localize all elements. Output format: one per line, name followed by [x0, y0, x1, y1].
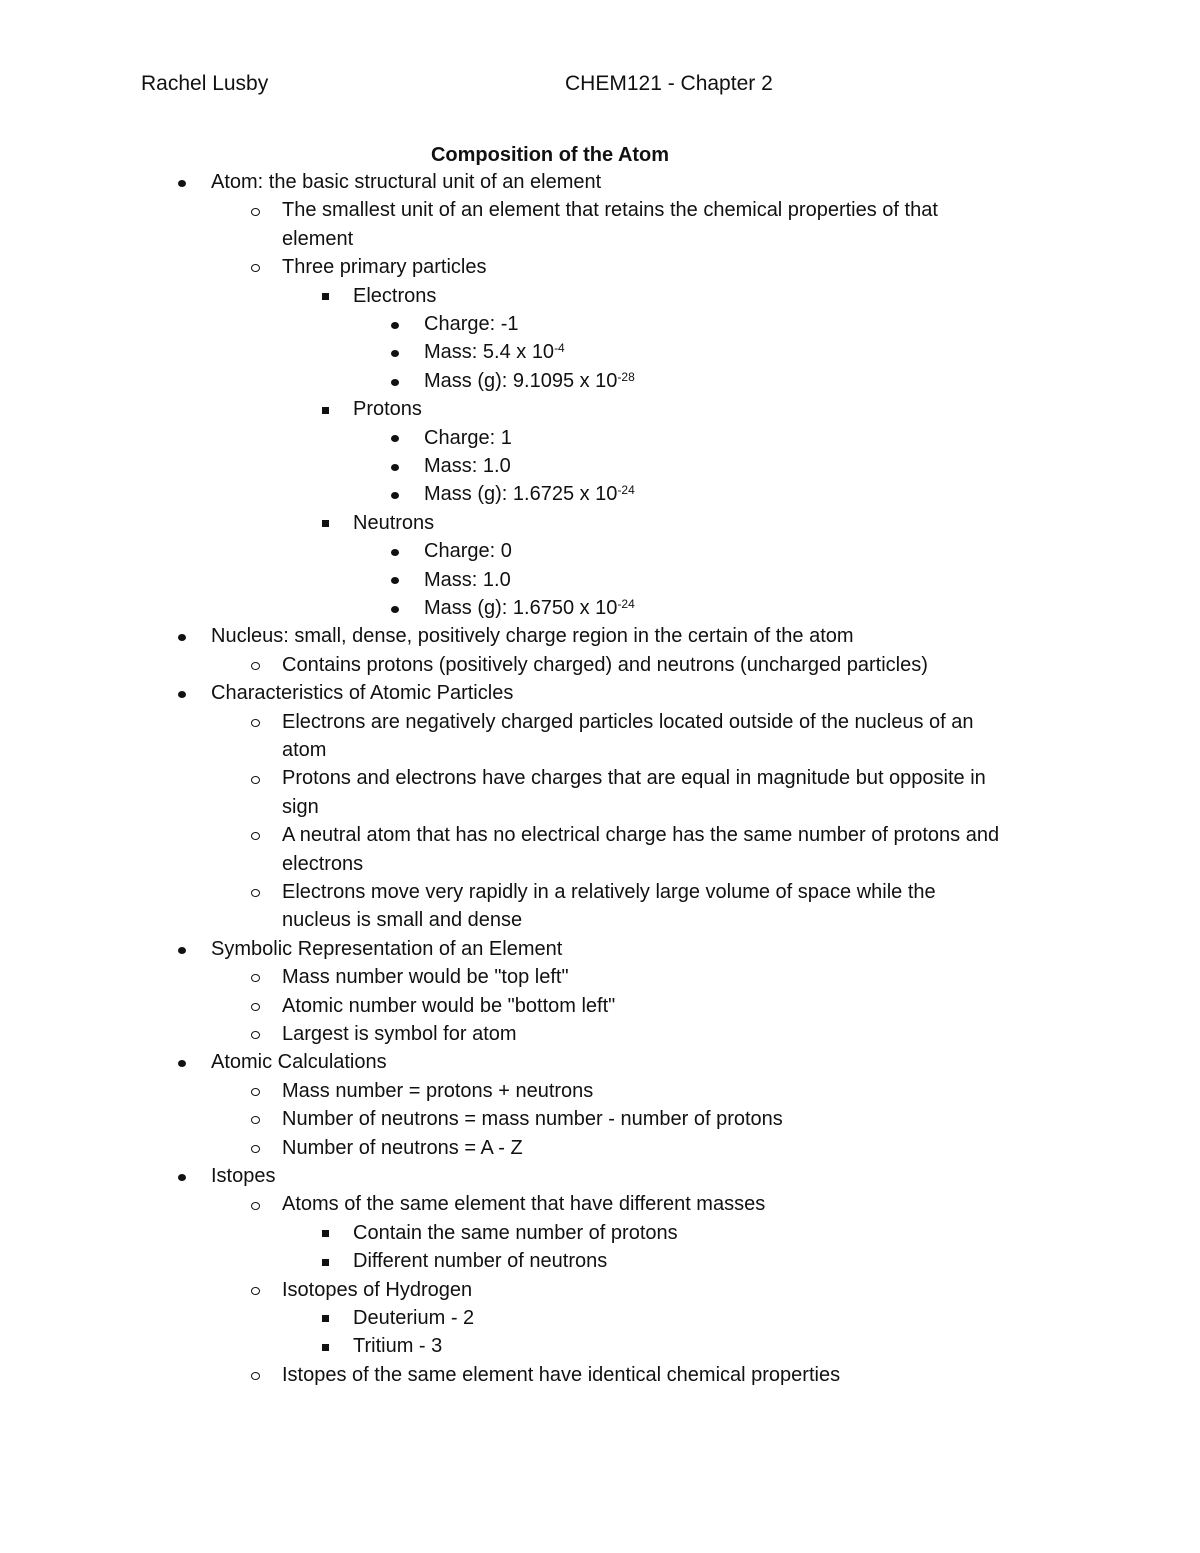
- outline-text: nucleus is small and dense: [282, 909, 523, 932]
- outline-line-text: [282, 1105, 783, 1133]
- outline-line-text: [282, 225, 353, 253]
- outline-line-text: [353, 509, 434, 537]
- outline-text: Mass: 1.0: [424, 568, 511, 591]
- outline-line-text: [282, 1020, 517, 1048]
- outline-line-text: [282, 850, 363, 878]
- outline-line-text: [424, 424, 512, 452]
- outline-line-text: [282, 1361, 840, 1389]
- outline-line-text: [282, 651, 928, 679]
- outline-text: Isotopes of Hydrogen: [282, 1278, 473, 1301]
- page-title: Composition of the Atom: [430, 144, 670, 166]
- bullet-dot-icon: [385, 367, 405, 395]
- bullet-dot-icon: [172, 622, 192, 650]
- outline-text: Contains protons (positively charged) and neutrons (uncharged particles): [282, 653, 928, 676]
- exponent: -24: [617, 483, 635, 498]
- outline-line-text: [211, 935, 562, 963]
- outline-text: Mass: 1.0: [424, 455, 511, 477]
- outline-line-text: [211, 1048, 387, 1076]
- outline-line-text: [282, 793, 319, 821]
- bullet-ring-icon: [245, 196, 265, 224]
- bullet-dot-icon: [385, 310, 405, 338]
- outline-text: element: [282, 227, 354, 250]
- outline-text: Atoms of the same element that have different masses: [282, 1193, 766, 1216]
- outline-text: Electrons move very rapidly in a relatively large volume of space while the: [282, 881, 936, 903]
- outline-line-text: [282, 196, 938, 224]
- bullet-dot-icon: [385, 566, 405, 594]
- outline-text: Characteristics of Atomic Particles: [211, 682, 514, 705]
- outline-line-text: [424, 367, 635, 395]
- outline-text: Atom: the basic structural unit of an element: [211, 171, 602, 193]
- outline-line-text: [282, 906, 522, 934]
- bullet-ring-icon: [245, 1105, 265, 1133]
- author-name: Rachel Lusby: [141, 72, 269, 95]
- bullet-ring-icon: [245, 1020, 265, 1048]
- outline-text: Mass (g): 1.6750 x 10: [424, 597, 618, 619]
- outline-line-text: [424, 480, 635, 508]
- outline-line-text: [282, 1276, 472, 1304]
- outline-text: Mass (g): 1.6725 x 10: [424, 483, 618, 506]
- outline-text: Contain the same number of protons: [353, 1221, 678, 1244]
- outline-line-text: [424, 537, 512, 565]
- outline-line-text: [282, 1077, 593, 1105]
- outline-text: Nucleus: small, dense, positively charge region in the certain of the atom: [211, 625, 854, 648]
- outline-text: electrons: [282, 852, 364, 875]
- bullet-ring-icon: [245, 992, 265, 1020]
- outline-line-text: [424, 452, 511, 480]
- bullet-ring-icon: [245, 878, 265, 906]
- bullet-ring-icon: [245, 708, 265, 736]
- outline-line-text: [282, 992, 615, 1020]
- outline-text: atom: [282, 739, 327, 761]
- bullet-square-icon: [315, 1219, 335, 1247]
- bullet-ring-icon: [245, 1361, 265, 1389]
- outline-line-text: [353, 1304, 474, 1332]
- bullet-square-icon: [315, 282, 335, 310]
- outline-line-text: [211, 622, 854, 650]
- bullet-dot-icon: [172, 679, 192, 707]
- outline-text: A neutral atom that has no electrical charge has the same number of protons and: [282, 824, 1000, 847]
- outline-line-text: [353, 1219, 678, 1247]
- outline-line-text: [282, 736, 326, 764]
- bullet-dot-icon: [385, 452, 405, 480]
- exponent: -4: [554, 341, 565, 356]
- outline-text: Electrons: [353, 284, 437, 307]
- outline-line-text: [353, 1247, 607, 1275]
- bullet-square-icon: [315, 1332, 335, 1360]
- bullet-dot-icon: [385, 338, 405, 366]
- outline-text: Mass: 5.4 x 10: [424, 341, 555, 364]
- outline-line-text: [282, 878, 936, 906]
- outline-line-text: [424, 566, 511, 594]
- bullet-ring-icon: [245, 821, 265, 849]
- outline-text: Istopes of the same element have identical chemical properties: [282, 1363, 841, 1386]
- outline-text: Protons: [353, 398, 422, 421]
- outline-line-text: [282, 253, 487, 281]
- outline-text: Three primary particles: [282, 256, 487, 279]
- bullet-ring-icon: [245, 1276, 265, 1304]
- outline-text: Neutrons: [353, 511, 435, 534]
- bullet-dot-icon: [172, 1162, 192, 1190]
- bullet-dot-icon: [385, 594, 405, 622]
- exponent: -28: [617, 369, 635, 384]
- outline-text: Charge: 0: [424, 540, 512, 563]
- outline-text: Symbolic Representation of an Element: [211, 937, 563, 960]
- bullet-ring-icon: [245, 1190, 265, 1218]
- outline-text: The smallest unit of an element that retains the chemical properties of that: [282, 199, 938, 222]
- outline-line-text: [282, 963, 569, 991]
- bullet-dot-icon: [172, 1048, 192, 1076]
- outline-text: Protons and electrons have charges that are equal in magnitude but opposite in: [282, 767, 986, 790]
- outline-line-text: [282, 708, 974, 736]
- bullet-dot-icon: [385, 537, 405, 565]
- bullet-square-icon: [315, 1247, 335, 1275]
- outline-text: Largest is symbol for atom: [282, 1023, 517, 1045]
- bullet-ring-icon: [245, 651, 265, 679]
- outline-line-text: [211, 1162, 275, 1190]
- outline-text: Charge: 1: [424, 426, 512, 449]
- bullet-ring-icon: [245, 1077, 265, 1105]
- outline-text: Atomic number would be "bottom left": [282, 994, 616, 1017]
- outline-text: sign: [282, 795, 319, 818]
- outline-line-text: [424, 310, 519, 338]
- outline-line-text: [211, 679, 513, 707]
- bullet-square-icon: [315, 395, 335, 423]
- outline-line-text: [353, 282, 436, 310]
- exponent: -24: [617, 597, 635, 611]
- outline-text: Number of neutrons = A - Z: [282, 1136, 523, 1159]
- outline-text: Mass number would be "top left": [282, 966, 569, 989]
- outline-line-text: [282, 764, 986, 792]
- bullet-dot-icon: [385, 480, 405, 508]
- outline-text: Mass number = protons + neutrons: [282, 1079, 594, 1102]
- outline-line-text: [282, 1134, 523, 1162]
- outline-line-text: [353, 395, 422, 423]
- bullet-square-icon: [315, 509, 335, 537]
- outline-line-text: [282, 1190, 765, 1218]
- outline-line-text: [424, 338, 565, 366]
- outline-line-text: [424, 594, 635, 622]
- outline-text: Mass (g): 9.1095 x 10: [424, 369, 618, 392]
- bullet-dot-icon: [172, 935, 192, 963]
- outline-text: Charge: -1: [424, 313, 519, 335]
- outline-text: Atomic Calculations: [211, 1051, 387, 1074]
- bullet-ring-icon: [245, 253, 265, 281]
- bullet-dot-icon: [172, 168, 192, 196]
- outline-text: Different number of neutrons: [353, 1250, 608, 1273]
- outline-line-text: [211, 168, 601, 196]
- outline-text: Istopes: [211, 1165, 276, 1187]
- bullet-ring-icon: [245, 764, 265, 792]
- outline-line-text: [282, 821, 999, 849]
- outline-text: Deuterium - 2: [353, 1307, 475, 1329]
- outline-text: Number of neutrons = mass number - number of protons: [282, 1108, 783, 1131]
- bullet-dot-icon: [385, 424, 405, 452]
- outline-text: Tritium - 3: [353, 1335, 443, 1358]
- bullet-ring-icon: [245, 1134, 265, 1162]
- course-chapter: CHEM121 - Chapter 2: [565, 72, 773, 95]
- bullet-ring-icon: [245, 963, 265, 991]
- outline-text: Electrons are negatively charged particles located outside of the nucleus of an: [282, 710, 974, 733]
- bullet-square-icon: [315, 1304, 335, 1332]
- outline-line-text: [353, 1332, 442, 1360]
